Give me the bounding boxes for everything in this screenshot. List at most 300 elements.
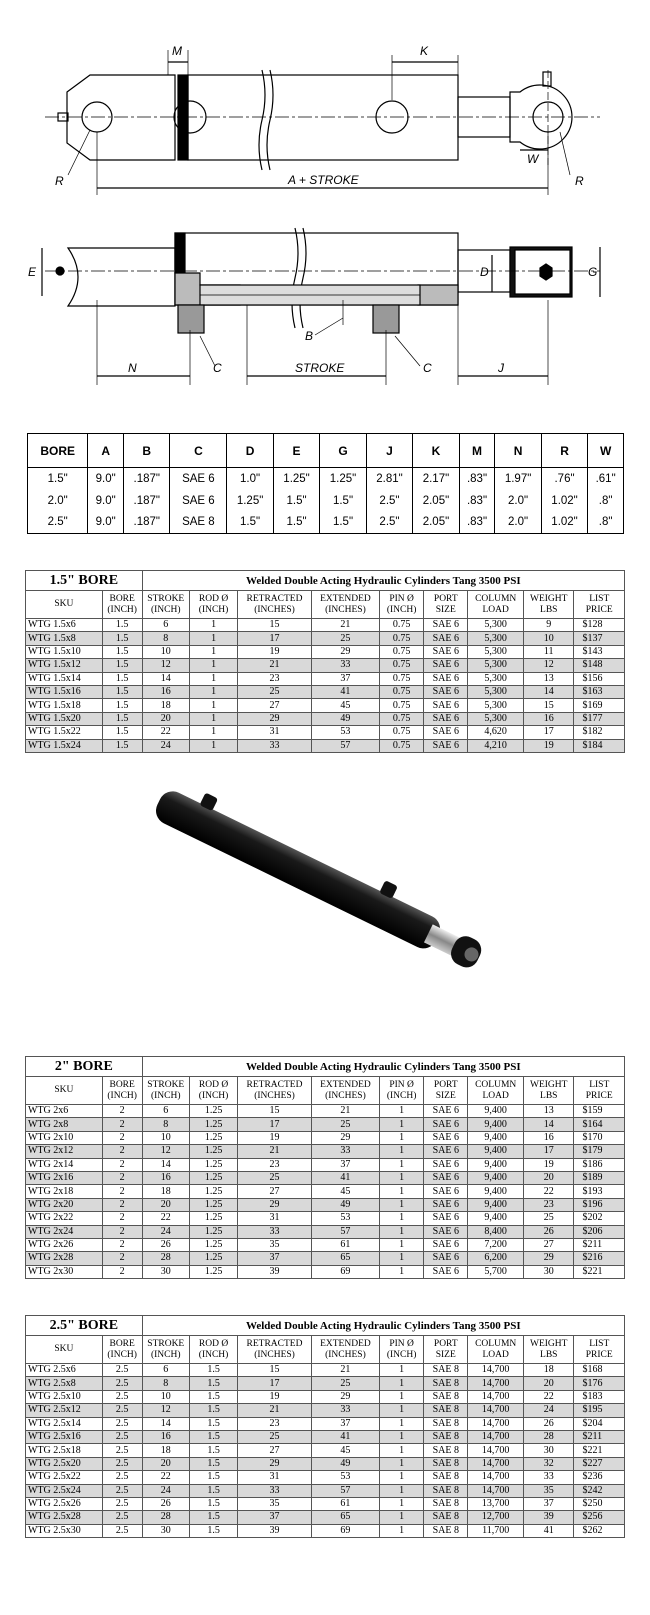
table-cell: 57 [311, 1225, 379, 1238]
table-cell: $168 [574, 1364, 625, 1377]
table-cell: WTG 2.5x22 [26, 1471, 103, 1484]
dimension-table [27, 433, 624, 534]
table-cell: 37 [311, 672, 379, 685]
table-cell: $189 [574, 1171, 625, 1184]
table-cell: 1.5 [189, 1430, 237, 1443]
table-cell: $156 [574, 672, 625, 685]
dim-cell: 2.81" [366, 468, 412, 490]
dimension-header-row [28, 434, 624, 468]
table-cell: 25 [311, 632, 379, 645]
table-cell: SAE 6 [424, 632, 468, 645]
table-cell: WTG 2x8 [26, 1118, 103, 1131]
column-header: COLUMN LOAD [468, 1336, 524, 1364]
table-cell: 2.5 [102, 1390, 142, 1403]
table-cell: WTG 2.5x26 [26, 1497, 103, 1510]
table-cell: 13 [524, 1105, 574, 1118]
table-cell: 2 [102, 1158, 142, 1171]
table-cell: $179 [574, 1145, 625, 1158]
table-row [26, 1471, 625, 1484]
table-cell: 1 [380, 1212, 424, 1225]
table-cell: WTG 2.5x12 [26, 1404, 103, 1417]
table-cell: 0.75 [380, 659, 424, 672]
dim-cell: .187" [124, 490, 170, 512]
dim-label-c-left: C [213, 361, 222, 375]
table-cell: WTG 2x22 [26, 1212, 103, 1225]
table-cell: 17 [238, 1377, 312, 1390]
table-cell: 1 [189, 712, 237, 725]
table-cell: 1.5 [102, 685, 142, 698]
table-cell: 2.5 [102, 1457, 142, 1470]
table-row [26, 1444, 625, 1457]
bore-heading: 1.5" BORE [26, 571, 143, 591]
table-cell: 0.75 [380, 645, 424, 658]
table-cell: 1 [380, 1238, 424, 1251]
table-cell: 23 [238, 1417, 312, 1430]
table-cell: $143 [574, 645, 625, 658]
table-cell: 28 [142, 1252, 189, 1265]
table-cell: 17 [524, 1145, 574, 1158]
table-cell: 61 [311, 1238, 379, 1251]
table-cell: SAE 8 [424, 1364, 468, 1377]
table-cell: 1 [380, 1171, 424, 1184]
table-cell: WTG 2x18 [26, 1185, 103, 1198]
table-cell: 5,300 [468, 712, 524, 725]
dim-header: A [88, 434, 124, 468]
table-cell: 26 [524, 1225, 574, 1238]
table-row [26, 1364, 625, 1377]
table-cell: WTG 1.5x24 [26, 739, 103, 752]
column-header: WEIGHT LBS [524, 591, 574, 619]
table-cell: 45 [311, 699, 379, 712]
table-cell: 57 [311, 1484, 379, 1497]
table-cell: 49 [311, 1457, 379, 1470]
table-cell: $206 [574, 1225, 625, 1238]
table-cell: 21 [311, 1364, 379, 1377]
table-row [26, 659, 625, 672]
table-cell: WTG 2x28 [26, 1252, 103, 1265]
table-cell: $128 [574, 619, 625, 632]
dim-cell: .83" [459, 468, 495, 490]
table-cell: 14,700 [468, 1444, 524, 1457]
table-cell: 20 [524, 1377, 574, 1390]
table-cell: 1 [380, 1118, 424, 1131]
table-cell: 5,300 [468, 699, 524, 712]
table-cell: $176 [574, 1377, 625, 1390]
table-cell: 1 [189, 685, 237, 698]
table-cell: 30 [524, 1265, 574, 1278]
table-row [26, 619, 625, 632]
table-row [26, 1430, 625, 1443]
table-cell: SAE 6 [424, 645, 468, 658]
table-cell: 0.75 [380, 699, 424, 712]
table-cell: 1 [189, 726, 237, 739]
table-cell: 15 [238, 1105, 312, 1118]
table-cell: 30 [142, 1524, 189, 1537]
dimension-row-1 [28, 490, 624, 512]
table-cell: 0.75 [380, 632, 424, 645]
table-cell: 1.25 [189, 1225, 237, 1238]
table-cell: 8 [142, 1377, 189, 1390]
table-cell: 18 [142, 1185, 189, 1198]
table-cell: 26 [142, 1238, 189, 1251]
dim-header: M [459, 434, 495, 468]
dim-header: K [413, 434, 459, 468]
table-cell: 11,700 [468, 1524, 524, 1537]
dim-label-j: J [498, 361, 504, 375]
table-cell: $202 [574, 1212, 625, 1225]
table-cell: SAE 8 [424, 1511, 468, 1524]
table-cell: 1 [380, 1524, 424, 1537]
dim-cell: .83" [459, 512, 495, 534]
column-header: ROD Ø (INCH) [189, 1336, 237, 1364]
table-cell: 1 [380, 1198, 424, 1211]
table-cell: 1.5 [102, 699, 142, 712]
table-cell: $148 [574, 659, 625, 672]
dim-cell: .8" [588, 512, 624, 534]
table-cell: 2 [102, 1171, 142, 1184]
table-cell: WTG 1.5x10 [26, 645, 103, 658]
column-header: PORT SIZE [424, 1336, 468, 1364]
table-cell: 1.25 [189, 1185, 237, 1198]
table-cell: 1 [380, 1364, 424, 1377]
table-cell: 1.25 [189, 1198, 237, 1211]
table-cell: 1.25 [189, 1118, 237, 1131]
column-header: RETRACTED (INCHES) [238, 1077, 312, 1105]
table-cell: 1 [380, 1185, 424, 1198]
dim-cell: 1.97" [495, 468, 541, 490]
dim-header: W [588, 434, 624, 468]
column-header: EXTENDED (INCHES) [311, 591, 379, 619]
table-row [26, 1238, 625, 1251]
table-row [26, 712, 625, 725]
table-cell: 14 [524, 685, 574, 698]
table-cell: 19 [238, 1390, 312, 1403]
table-cell: 0.75 [380, 712, 424, 725]
table-cell: 12 [142, 1404, 189, 1417]
table-row [26, 672, 625, 685]
table-cell: WTG 2x16 [26, 1171, 103, 1184]
spec-table-1-5-bore [25, 570, 625, 753]
table-row [26, 632, 625, 645]
table-cell: 1.5 [102, 726, 142, 739]
table-cell: WTG 1.5x14 [26, 672, 103, 685]
table-cell: SAE 6 [424, 1158, 468, 1171]
dim-cell: 9.0" [88, 490, 124, 512]
table-cell: 16 [524, 1131, 574, 1144]
spec-header-row [26, 1336, 625, 1364]
table-cell: 2 [102, 1185, 142, 1198]
table-cell: 31 [238, 1212, 312, 1225]
dim-cell: SAE 6 [170, 490, 227, 512]
dim-cell: 1.5" [273, 512, 319, 534]
table-cell: 10 [142, 1390, 189, 1403]
table-cell: 21 [238, 1145, 312, 1158]
table-cell: 24 [142, 1225, 189, 1238]
spec-table-2-bore [25, 1056, 625, 1279]
table-cell: WTG 2x14 [26, 1158, 103, 1171]
table-cell: 1.25 [189, 1238, 237, 1251]
table-cell: 22 [142, 726, 189, 739]
table-cell: 22 [524, 1390, 574, 1403]
table-cell: SAE 6 [424, 1212, 468, 1225]
table-cell: SAE 6 [424, 1118, 468, 1131]
table-cell: 15 [238, 1364, 312, 1377]
table-cell: 2.5 [102, 1377, 142, 1390]
table-cell: 16 [142, 685, 189, 698]
table-cell: 1 [380, 1457, 424, 1470]
table-cell: 9,400 [468, 1118, 524, 1131]
table-row [26, 1171, 625, 1184]
table-row [26, 1131, 625, 1144]
table-cell: 15 [238, 619, 312, 632]
table-cell: 1 [380, 1105, 424, 1118]
table-cell: 1 [189, 659, 237, 672]
table-cell: 33 [311, 1404, 379, 1417]
table-cell: 14,700 [468, 1404, 524, 1417]
table-cell: $211 [574, 1430, 625, 1443]
table-cell: 33 [311, 1145, 379, 1158]
table-cell: 57 [311, 739, 379, 752]
table-cell: 1 [380, 1471, 424, 1484]
dim-cell: 2.05" [413, 512, 459, 534]
table-cell: 41 [524, 1524, 574, 1537]
table-cell: 9,400 [468, 1171, 524, 1184]
table-cell: 45 [311, 1185, 379, 1198]
column-header: RETRACTED (INCHES) [238, 1336, 312, 1364]
table-cell: 1 [380, 1225, 424, 1238]
column-header: LIST PRICE [574, 591, 625, 619]
table-cell: SAE 8 [424, 1390, 468, 1403]
table-cell: $196 [574, 1198, 625, 1211]
table-cell: 1 [380, 1430, 424, 1443]
table-cell: 28 [524, 1430, 574, 1443]
dim-cell: 2.0" [28, 490, 88, 512]
table-cell: WTG 2x26 [26, 1238, 103, 1251]
dim-cell: 9.0" [88, 512, 124, 534]
dim-header: N [495, 434, 541, 468]
table-cell: 1.5 [189, 1364, 237, 1377]
table-cell: 30 [142, 1265, 189, 1278]
table-cell: 5,300 [468, 619, 524, 632]
table-cell: 16 [524, 712, 574, 725]
table-cell: 21 [238, 659, 312, 672]
table-cell: 2 [102, 1145, 142, 1158]
table-cell: SAE 6 [424, 685, 468, 698]
dim-label-m: M [172, 44, 182, 58]
table-cell: 22 [142, 1212, 189, 1225]
table-cell: 21 [238, 1404, 312, 1417]
dim-cell: SAE 6 [170, 468, 227, 490]
dim-cell: 1.02" [541, 490, 587, 512]
dim-cell: 1.02" [541, 512, 587, 534]
table-cell: 17 [238, 1118, 312, 1131]
dim-label-d: D [480, 265, 489, 279]
table-cell: $221 [574, 1444, 625, 1457]
dim-label-c-right: C [423, 361, 432, 375]
table-cell: SAE 6 [424, 726, 468, 739]
table-cell: 16 [142, 1171, 189, 1184]
table-cell: 1.5 [102, 672, 142, 685]
table-cell: 18 [142, 699, 189, 712]
dim-cell: 2.17" [413, 468, 459, 490]
table-cell: 1.5 [189, 1417, 237, 1430]
table-cell: 22 [142, 1471, 189, 1484]
table-cell: WTG 2.5x6 [26, 1364, 103, 1377]
table-cell: 41 [311, 685, 379, 698]
column-header: LIST PRICE [574, 1077, 625, 1105]
table-cell: 14,700 [468, 1417, 524, 1430]
table-cell: SAE 8 [424, 1484, 468, 1497]
table-cell: $184 [574, 739, 625, 752]
table-cell: 5,300 [468, 685, 524, 698]
table-cell: 1 [189, 672, 237, 685]
table-cell: 9,400 [468, 1105, 524, 1118]
table-cell: 14,700 [468, 1457, 524, 1470]
column-header: BORE (INCH) [102, 1336, 142, 1364]
table-cell: 33 [238, 1225, 312, 1238]
column-header: PORT SIZE [424, 591, 468, 619]
dimension-row-2 [28, 512, 624, 534]
column-header: SKU [26, 1077, 103, 1105]
cylinder-technical-drawing [0, 0, 650, 420]
table-cell: 1 [189, 619, 237, 632]
table-cell: $256 [574, 1511, 625, 1524]
dim-label-w: W [527, 152, 539, 166]
column-header: RETRACTED (INCHES) [238, 591, 312, 619]
table-cell: SAE 8 [424, 1417, 468, 1430]
dim-label-a-stroke: A + STROKE [288, 173, 359, 187]
dim-cell: .187" [124, 468, 170, 490]
table-row [26, 739, 625, 752]
table-cell: 1.25 [189, 1145, 237, 1158]
table-cell: 39 [238, 1265, 312, 1278]
table-cell: 69 [311, 1265, 379, 1278]
spec-title-row [26, 1057, 625, 1077]
table-title: Welded Double Acting Hydraulic Cylinders Tang 3500 PSI [142, 571, 624, 591]
table-cell: 0.75 [380, 672, 424, 685]
column-header: SKU [26, 1336, 103, 1364]
table-cell: 53 [311, 726, 379, 739]
table-cell: SAE 6 [424, 739, 468, 752]
table-cell: SAE 6 [424, 712, 468, 725]
table-cell: 39 [524, 1511, 574, 1524]
dim-cell: 2.05" [413, 490, 459, 512]
dimension-row-0 [28, 468, 624, 490]
table-cell: 11 [524, 645, 574, 658]
table-cell: 1.5 [189, 1471, 237, 1484]
table-cell: 14,700 [468, 1430, 524, 1443]
table-row [26, 1524, 625, 1537]
table-cell: SAE 6 [424, 1198, 468, 1211]
table-cell: 1.25 [189, 1265, 237, 1278]
table-cell: $211 [574, 1238, 625, 1251]
dim-label-stroke: STROKE [295, 361, 345, 375]
table-cell: 2 [102, 1238, 142, 1251]
table-cell: 9,400 [468, 1145, 524, 1158]
table-cell: 8 [142, 1118, 189, 1131]
table-cell: 4,210 [468, 739, 524, 752]
table-cell: 29 [524, 1252, 574, 1265]
table-title: Welded Double Acting Hydraulic Cylinders Tang 3500 PSI [142, 1057, 624, 1077]
table-cell: 2.5 [102, 1524, 142, 1537]
table-row [26, 685, 625, 698]
table-cell: 14,700 [468, 1390, 524, 1403]
table-cell: 1.25 [189, 1212, 237, 1225]
spec-title-row [26, 571, 625, 591]
table-cell: 5,300 [468, 659, 524, 672]
table-row [26, 1105, 625, 1118]
table-cell: WTG 2x24 [26, 1225, 103, 1238]
table-cell: 1 [380, 1511, 424, 1524]
table-row [26, 1212, 625, 1225]
column-header: WEIGHT LBS [524, 1336, 574, 1364]
table-cell: 35 [238, 1238, 312, 1251]
dim-cell: 2.5" [366, 512, 412, 534]
table-cell: 8,400 [468, 1225, 524, 1238]
table-cell: 39 [238, 1524, 312, 1537]
table-cell: WTG 2x20 [26, 1198, 103, 1211]
table-cell: 26 [142, 1497, 189, 1510]
column-header: EXTENDED (INCHES) [311, 1077, 379, 1105]
table-cell: SAE 6 [424, 1105, 468, 1118]
table-cell: WTG 2.5x30 [26, 1524, 103, 1537]
table-cell: 41 [311, 1430, 379, 1443]
dim-label-e: E [28, 265, 37, 279]
table-cell: WTG 2x12 [26, 1145, 103, 1158]
table-cell: 2.5 [102, 1444, 142, 1457]
table-cell: 53 [311, 1471, 379, 1484]
table-cell: 27 [238, 1444, 312, 1457]
table-cell: 2.5 [102, 1484, 142, 1497]
table-cell: $170 [574, 1131, 625, 1144]
table-cell: 1.5 [189, 1511, 237, 1524]
table-cell: 5,300 [468, 645, 524, 658]
table-cell: 25 [311, 1377, 379, 1390]
table-cell: WTG 2.5x20 [26, 1457, 103, 1470]
table-cell: 29 [311, 1390, 379, 1403]
dim-cell: .76" [541, 468, 587, 490]
table-cell: SAE 6 [424, 672, 468, 685]
table-cell: 1.5 [189, 1390, 237, 1403]
table-cell: WTG 2.5x18 [26, 1444, 103, 1457]
dim-cell: 9.0" [88, 468, 124, 490]
table-cell: 5,700 [468, 1265, 524, 1278]
table-cell: SAE 8 [424, 1457, 468, 1470]
dim-label-r-right: R [575, 174, 584, 188]
dim-cell: 1.5" [320, 490, 366, 512]
table-cell: SAE 8 [424, 1377, 468, 1390]
table-cell: 15 [524, 699, 574, 712]
table-title: Welded Double Acting Hydraulic Cylinders Tang 3500 PSI [142, 1316, 624, 1336]
table-cell: $216 [574, 1252, 625, 1265]
table-cell: WTG 1.5x12 [26, 659, 103, 672]
table-cell: 2 [102, 1212, 142, 1225]
table-cell: 2.5 [102, 1417, 142, 1430]
table-cell: 16 [142, 1430, 189, 1443]
table-cell: 1 [380, 1158, 424, 1171]
table-cell: 2 [102, 1198, 142, 1211]
table-cell: 29 [238, 1198, 312, 1211]
table-cell: 37 [238, 1252, 312, 1265]
table-cell: SAE 8 [424, 1444, 468, 1457]
table-cell: 1.5 [189, 1444, 237, 1457]
table-cell: $177 [574, 712, 625, 725]
dim-header: R [541, 434, 587, 468]
table-cell: 1.5 [102, 712, 142, 725]
dim-header: G [320, 434, 366, 468]
table-cell: 2.5 [102, 1497, 142, 1510]
table-cell: $221 [574, 1265, 625, 1278]
